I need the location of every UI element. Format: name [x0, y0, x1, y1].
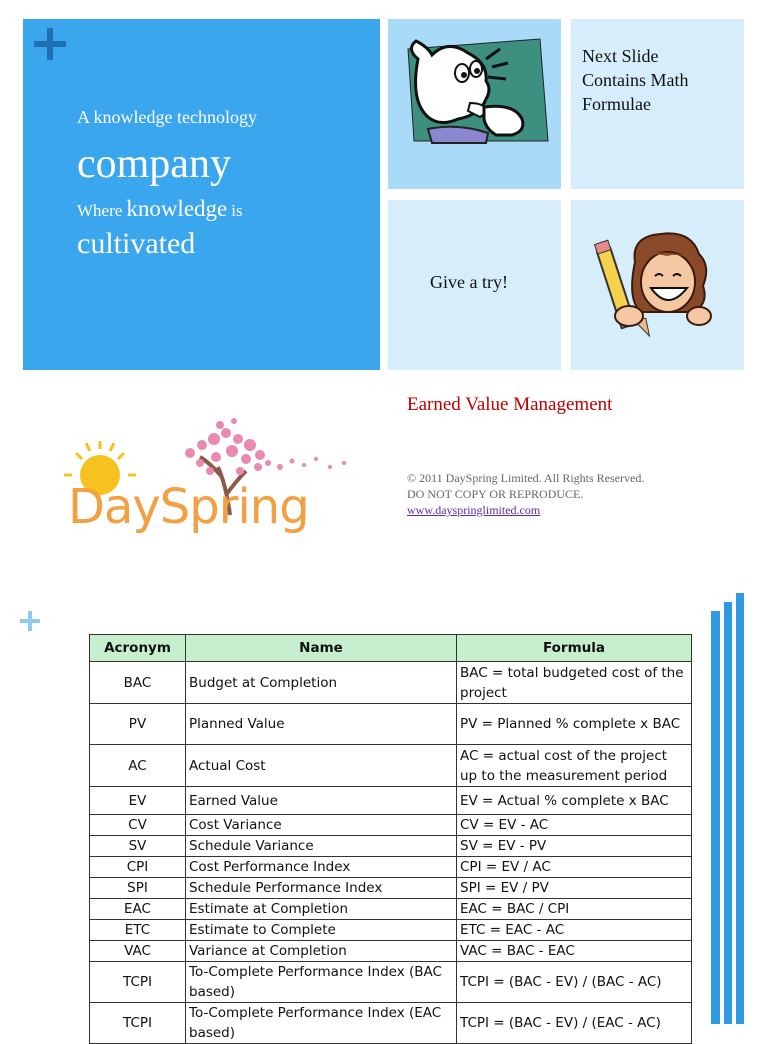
table-row: [90, 704, 692, 745]
table-row: [90, 878, 692, 899]
give-try-text: Give a try!: [430, 272, 508, 292]
cell-acronym: TCPI: [90, 1003, 186, 1044]
table-header-row: [90, 635, 692, 662]
cell-formula: SV = EV - PV: [457, 836, 692, 857]
cartoon-woman-pencil-icon: [571, 200, 744, 370]
cell-acronym: ETC: [90, 920, 186, 941]
deck-title: Earned Value Management: [407, 394, 613, 415]
website-link[interactable]: www.dayspringlimited.com: [407, 503, 541, 517]
plus-icon: [34, 28, 66, 60]
cell-formula: AC = actual cost of the project up to the measurement period: [457, 745, 692, 787]
header-formula: Formula: [457, 635, 692, 662]
cell-name: Estimate to Complete: [186, 920, 457, 941]
next-slide-tile: [571, 19, 744, 189]
cell-name: Variance at Completion: [186, 941, 457, 962]
cell-acronym: VAC: [90, 941, 186, 962]
hero-line-1: A knowledge technology: [77, 107, 257, 127]
cell-acronym: SPI: [90, 878, 186, 899]
cell-name: Actual Cost: [186, 745, 457, 787]
table-row: [90, 745, 692, 787]
cell-formula: CPI = EV / AC: [457, 857, 692, 878]
cell-name: Planned Value: [186, 704, 457, 745]
hero-line-2: company: [77, 141, 231, 187]
table-row: [90, 1003, 692, 1044]
cell-acronym: EV: [90, 787, 186, 815]
hero-line-4: cultivated: [77, 227, 196, 260]
hero-line-3b: knowledge: [126, 196, 228, 221]
cell-name: Cost Performance Index: [186, 857, 457, 878]
plus-icon-small: [20, 611, 40, 631]
table-row: [90, 662, 692, 704]
logo-text: DaySpring: [68, 479, 309, 535]
give-try-tile: [388, 200, 561, 370]
cell-formula: TCPI = (BAC - EV) / (EAC - AC): [457, 1003, 692, 1044]
cell-name: Schedule Variance: [186, 836, 457, 857]
cell-acronym: BAC: [90, 662, 186, 704]
hero-tile: [23, 19, 380, 370]
table-row: [90, 899, 692, 920]
cell-name: Cost Variance: [186, 815, 457, 836]
table-row: [90, 815, 692, 836]
decor-bar-2: [724, 602, 732, 1024]
decor-bar-3: [736, 593, 744, 1024]
cell-name: Earned Value: [186, 787, 457, 815]
table-row: [90, 787, 692, 815]
next-slide-text: Next Slide Contains Math Formulae: [582, 46, 689, 114]
evm-formula-table: [89, 634, 692, 1044]
table-row: [90, 836, 692, 857]
header-acronym: Acronym: [90, 635, 186, 662]
cell-formula: EV = Actual % complete x BAC: [457, 787, 692, 815]
cell-acronym: CPI: [90, 857, 186, 878]
table-row: [90, 962, 692, 1003]
cell-acronym: CV: [90, 815, 186, 836]
cell-formula: PV = Planned % complete x BAC: [457, 704, 692, 745]
cell-formula: ETC = EAC - AC: [457, 920, 692, 941]
cell-formula: EAC = BAC / CPI: [457, 899, 692, 920]
copyright-text: © 2011 DaySpring Limited. All Rights Reserved.: [407, 471, 645, 485]
cartoon-man-icon: [388, 19, 561, 189]
cartoon-woman-tile: [571, 200, 744, 370]
cell-formula: VAC = BAC - EAC: [457, 941, 692, 962]
cell-acronym: TCPI: [90, 962, 186, 1003]
cell-formula: SPI = EV / PV: [457, 878, 692, 899]
header-name: Name: [186, 635, 457, 662]
hero-line-3a: Where: [77, 201, 123, 220]
table-row: [90, 920, 692, 941]
dayspring-logo: [40, 405, 380, 535]
cartoon-man-tile: [388, 19, 561, 189]
cell-acronym: SV: [90, 836, 186, 857]
table-row: [90, 857, 692, 878]
cell-acronym: AC: [90, 745, 186, 787]
cell-name: To-Complete Performance Index (EAC based): [186, 1003, 457, 1044]
cell-formula: CV = EV - AC: [457, 815, 692, 836]
cell-name: Budget at Completion: [186, 662, 457, 704]
cell-name: To-Complete Performance Index (BAC based): [186, 962, 457, 1003]
notice-text: DO NOT COPY OR REPRODUCE.: [407, 487, 584, 501]
cell-formula: BAC = total budgeted cost of the project: [457, 662, 692, 704]
cell-formula: TCPI = (BAC - EV) / (BAC - AC): [457, 962, 692, 1003]
hero-line-3c: is: [231, 201, 243, 220]
decor-bar-1: [711, 611, 720, 1024]
cell-acronym: EAC: [90, 899, 186, 920]
cell-acronym: PV: [90, 704, 186, 745]
cell-name: Estimate at Completion: [186, 899, 457, 920]
table-row: [90, 941, 692, 962]
hero-line-3: [77, 196, 243, 222]
cell-name: Schedule Performance Index: [186, 878, 457, 899]
